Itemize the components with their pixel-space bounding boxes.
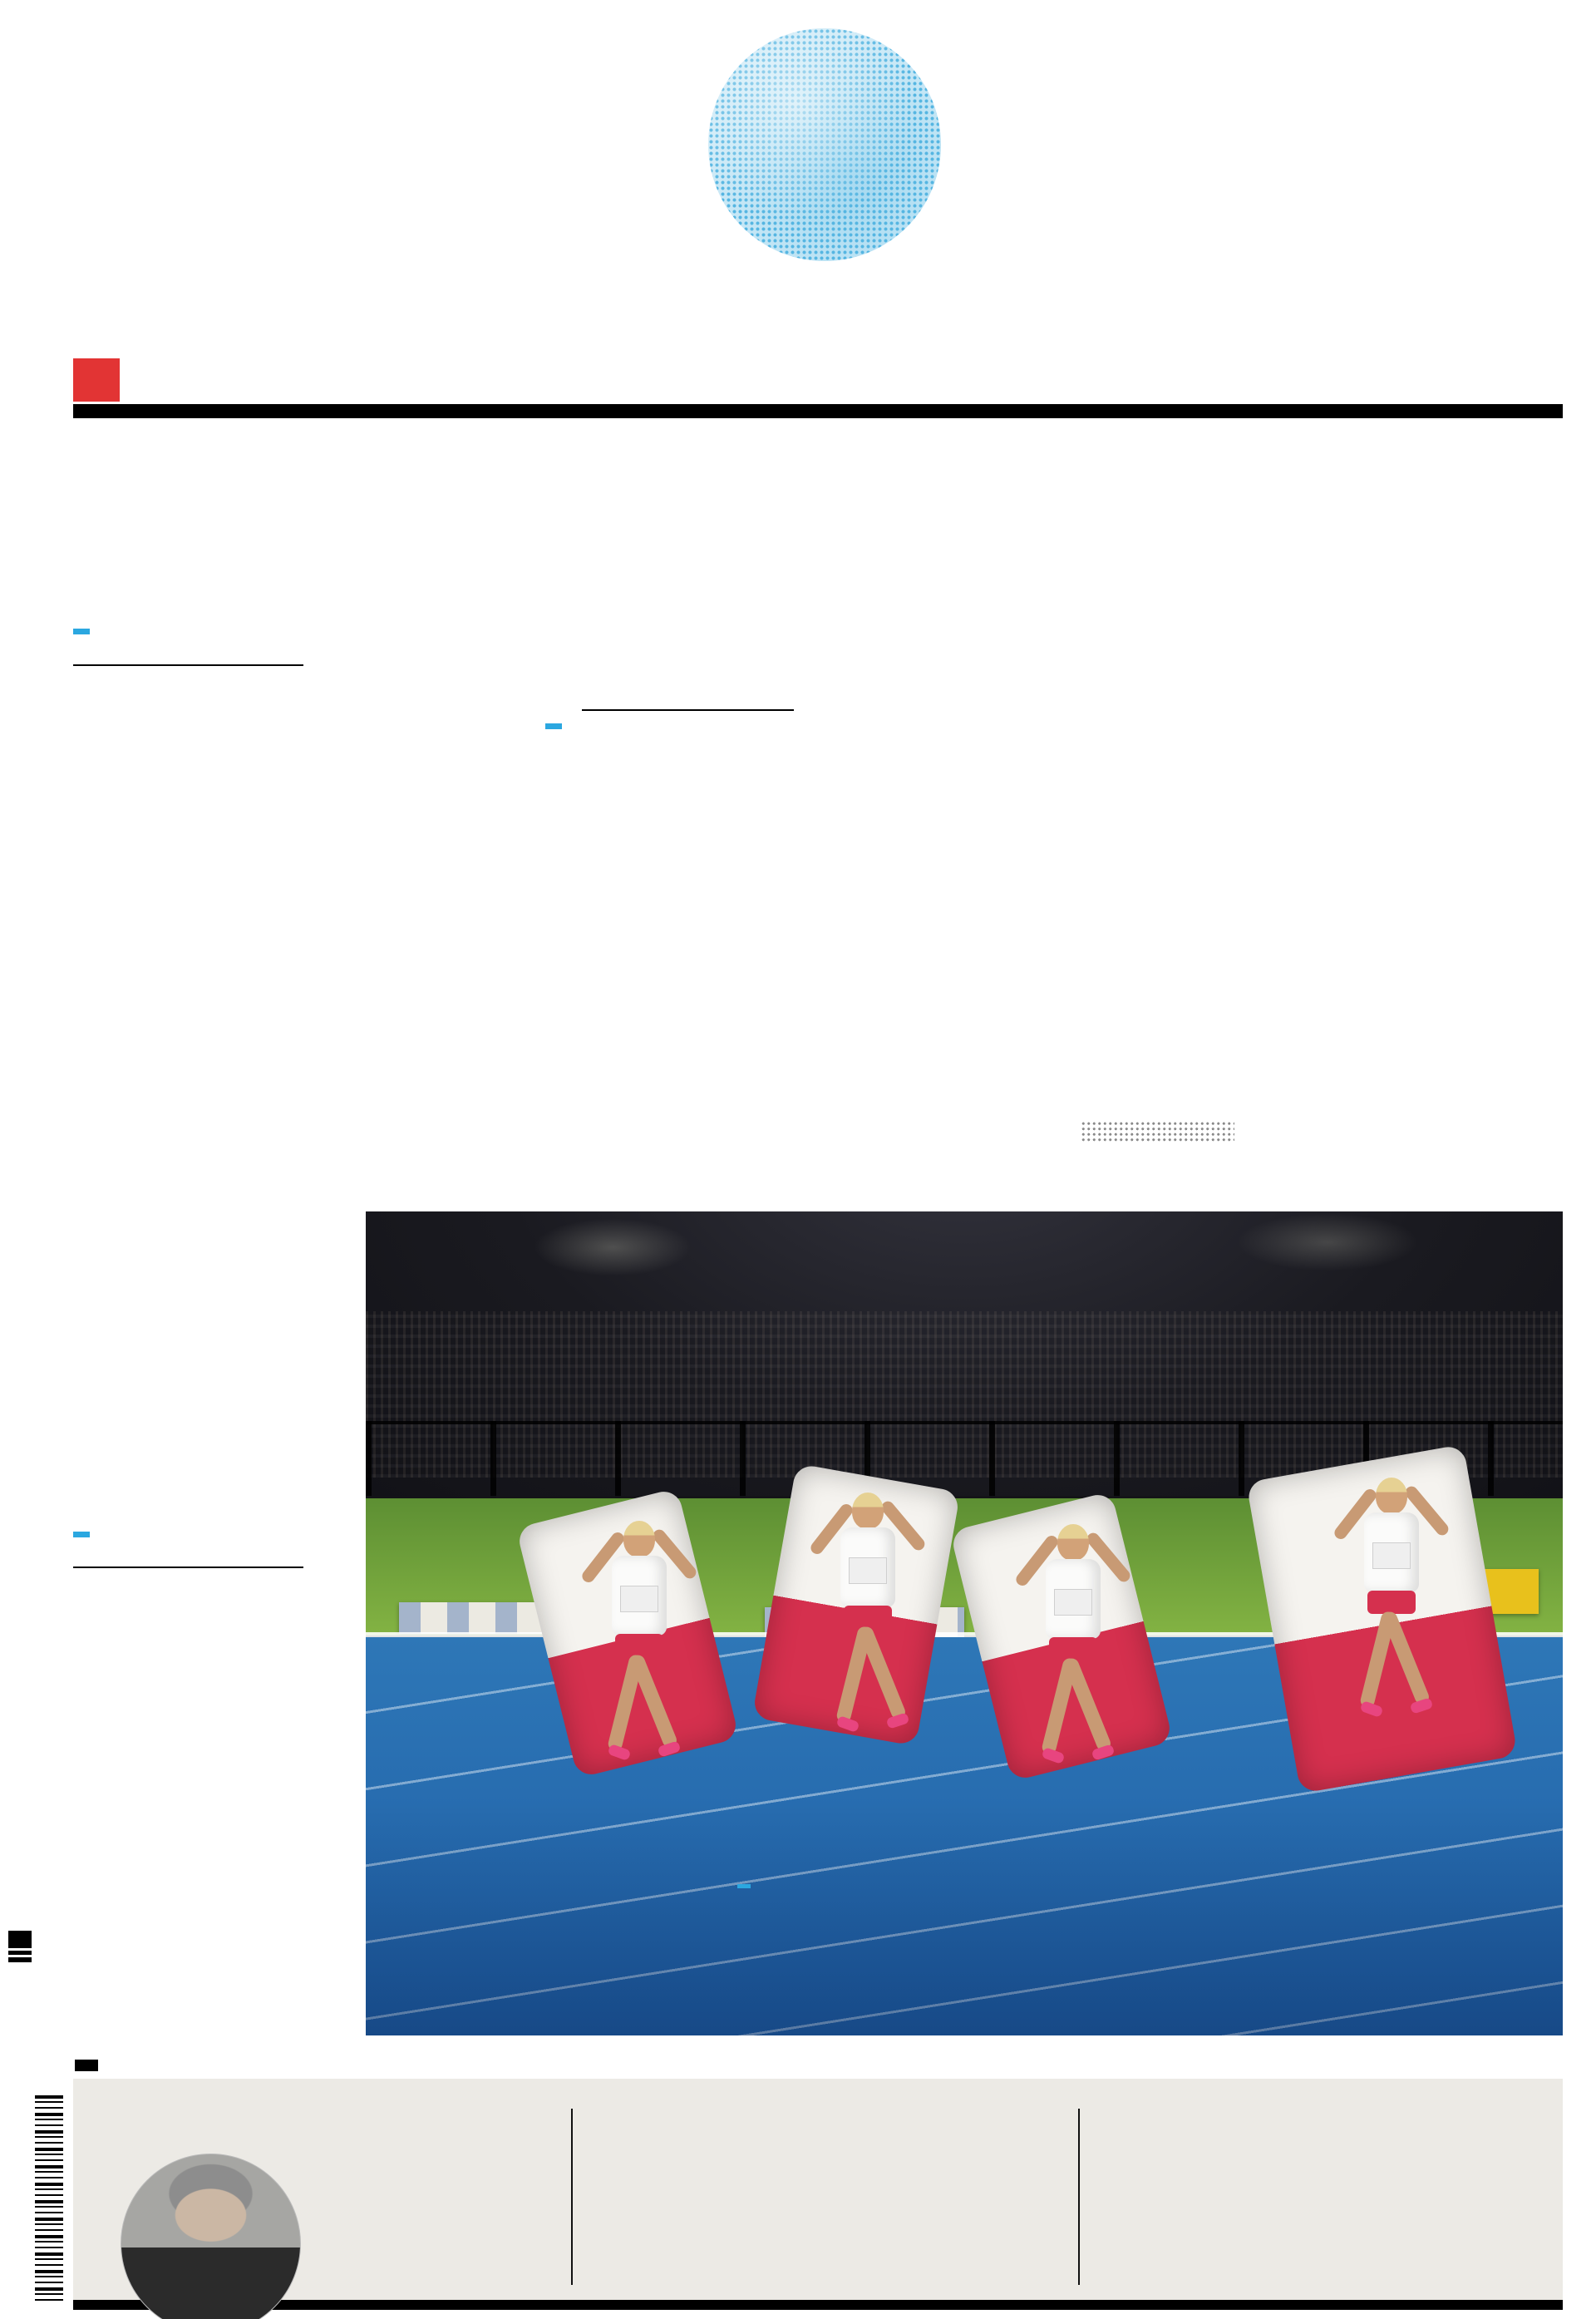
footer-divider — [73, 2300, 1563, 2310]
divider — [571, 2109, 573, 2285]
divider — [73, 1567, 303, 1568]
in-this-issue-label — [75, 2060, 98, 2071]
press-control-logo-icon — [8, 1931, 32, 1962]
lead-photo — [366, 1211, 1563, 2035]
athlete-bib — [620, 1586, 658, 1612]
athlete-bib — [1054, 1589, 1092, 1616]
athlete-figure-4 — [1309, 1461, 1475, 1810]
photo-shade-overlay — [366, 1803, 1563, 2035]
byline-rule — [582, 709, 794, 711]
athlete-bib — [849, 1557, 887, 1584]
athlete-figure-2 — [786, 1476, 952, 1825]
barcode-icon — [35, 2095, 63, 2302]
halftone-dots-decoration — [1081, 1121, 1234, 1142]
photo-story-tag — [737, 1884, 751, 1888]
dgp-logo — [73, 358, 120, 402]
left-article1-tag — [73, 629, 90, 634]
photo-story-column-right — [1130, 1873, 1546, 1875]
globe-icon — [708, 28, 941, 261]
floodlight-glow — [534, 1218, 692, 1276]
left-article2-tag — [73, 1532, 90, 1537]
main-article-tag — [545, 723, 562, 729]
floodlight-glow — [1236, 1213, 1419, 1271]
header-divider — [73, 404, 1563, 418]
athlete-bib — [1372, 1542, 1411, 1569]
divider — [1078, 2109, 1080, 2285]
divider — [73, 664, 303, 666]
main-lead — [363, 708, 565, 736]
photo-story-column-left — [737, 1873, 1113, 1893]
athlete-figure-1 — [557, 1504, 723, 1853]
